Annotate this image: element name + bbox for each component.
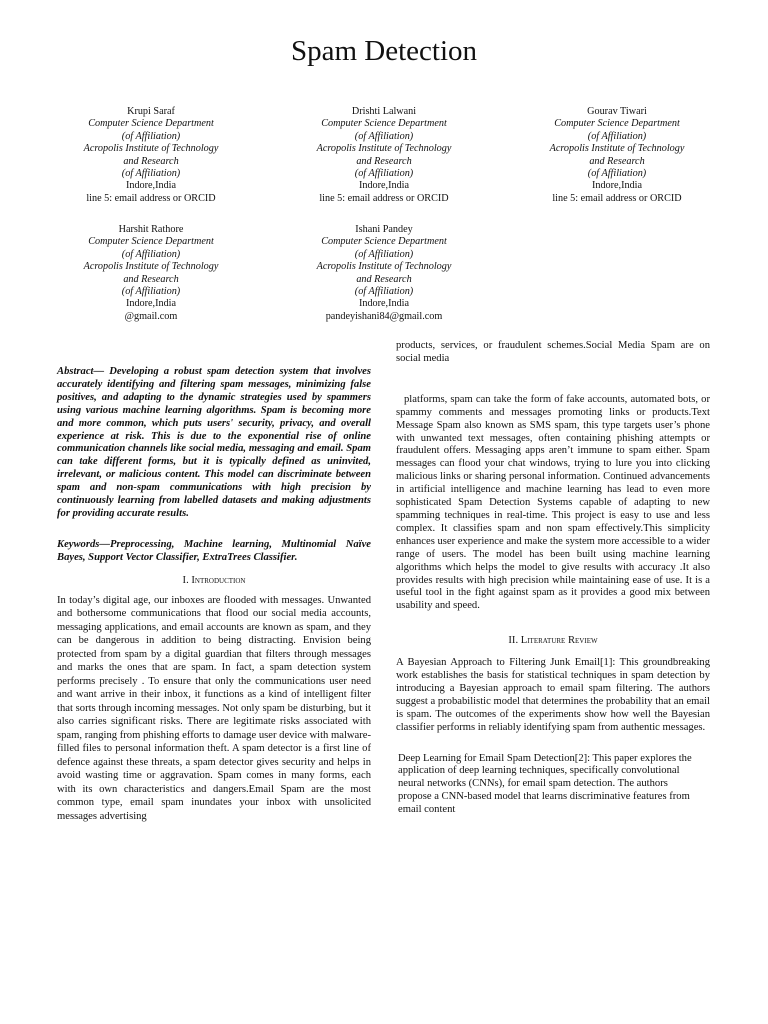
paper-title: Spam Detection xyxy=(290,35,478,67)
author-location: Indore,India xyxy=(125,298,177,310)
author-block xyxy=(36,224,266,323)
author-name: Harshit Rathore xyxy=(118,224,184,235)
author-affiliation: (of Affiliation) xyxy=(354,248,414,260)
author-institution: and Research xyxy=(589,155,645,167)
author-contact: @gmail.com xyxy=(124,310,178,322)
section-heading-literature-review: II. Literature Review xyxy=(508,635,598,647)
author-institution: and Research xyxy=(356,155,412,167)
author-dept: Computer Science Department xyxy=(321,236,447,248)
author-contact: line 5: email address or ORCID xyxy=(552,192,682,204)
author-affiliation: (of Affiliation) xyxy=(354,168,414,180)
author-affiliation: (of Affiliation) xyxy=(354,130,414,142)
author-institution: and Research xyxy=(123,155,179,167)
literature-paragraph-1: A Bayesian Approach to Filtering Junk Email[1]: This groundbreaking work establishes the basis for statistical techniques in spam detection by introducing a Bayesian approach to email spam filtering. The authors suggest a probabilistic model that determines the probability that an email is spam. The outcomes of the experiments show how well the Bayesian classifier performs in reliably identifying spam from authentic messages. xyxy=(396,657,710,733)
author-dept: Computer Science Department xyxy=(88,236,214,248)
author-name: Gourav Tiwari xyxy=(587,106,647,117)
author-block xyxy=(269,106,499,205)
author-name: Drishti Lalwani xyxy=(351,106,417,117)
section-heading-introduction: I. Introduction xyxy=(182,574,246,586)
author-institution: Acropolis Institute of Technology xyxy=(316,261,452,273)
right-column xyxy=(396,340,710,817)
author-contact: line 5: email address or ORCID xyxy=(86,192,216,204)
author-institution: Acropolis Institute of Technology xyxy=(83,261,219,273)
author-institution: Acropolis Institute of Technology xyxy=(83,143,219,155)
author-dept: Computer Science Department xyxy=(88,118,214,130)
author-dept: Computer Science Department xyxy=(554,118,680,130)
author-affiliation: (of Affiliation) xyxy=(121,168,181,180)
left-column xyxy=(57,366,371,823)
author-block xyxy=(269,224,499,323)
keywords: Keywords—Preprocessing, Machine learning, Multinomial Naïve Bayes, Support Vector Classifier, ExtraTrees Classifier. xyxy=(57,538,371,563)
author-institution: Acropolis Institute of Technology xyxy=(316,143,452,155)
author-contact: line 5: email address or ORCID xyxy=(319,192,449,204)
author-name: Krupi Saraf xyxy=(127,106,175,117)
author-location: Indore,India xyxy=(358,180,410,192)
author-dept: Computer Science Department xyxy=(321,118,447,130)
author-affiliation: (of Affiliation) xyxy=(121,130,181,142)
author-affiliation: (of Affiliation) xyxy=(121,286,181,298)
author-affiliation: (of Affiliation) xyxy=(587,130,647,142)
author-block xyxy=(36,106,266,205)
author-location: Indore,India xyxy=(358,298,410,310)
abstract: Abstract— Developing a robust spam detection system that involves accurately identifying and filtering spam messages, minimizing false positives, and adapting to the dynamic strategies used by spammers using various machine learning algorithms. Spam is becoming more and more common, which puts users' security, privacy, and overall experience at risk. This is due to the exponential rise of online communication channels like social media, messaging and email. Spam can take different forms, but it is typically defined as uninvited, irrelevant, or malicious content. This model can discriminate between spam and non-spam communications with high precision by continuously learning from labelled datasets and making adjustments for providing accurate results. xyxy=(57,366,371,519)
author-affiliation: (of Affiliation) xyxy=(121,248,181,260)
author-location: Indore,India xyxy=(591,180,643,192)
introduction-text: In today’s digital age, our inboxes are flooded with messages. Unwanted and bothersome communications that flood our social media accounts, messaging applications, and email accounts are known as spam, and they can be dangerous in addition to being distracting. Envision being protected from spam by a digital guardian that filters through messages and marks the ones that are spam. In fact, a spam detection system performs precisely . To ensure that only the communications user need and want arrive in their inbox, it functions as a kind of intelligent filter that sorts through incoming messages. Not only spam be disturbing, but it also carries significant risks. There are legitimate risks associated with spam, ranging from phishing efforts to damage user device with malware-filled files to personal information theft. A spam detector is a first line of defence against these threats, a spam detector gives security and helps in avoid wasting time or aggravation. Spam comes in many forms, each with its own characteristics and dangers.Email Spam are the most common type, email spam inundates your inbox with unsolicited messages advertising xyxy=(57,594,371,822)
author-affiliation: (of Affiliation) xyxy=(354,286,414,298)
literature-paragraph-2: Deep Learning for Email Spam Detection[2]: This paper explores the application of deep learning techniques, specifically convolutional neural networks (CNNs), for email spam detection. The authors propose a CNN-based model that learns discriminative features from email content xyxy=(398,752,692,816)
author-contact: pandeyishani84@gmail.com xyxy=(325,310,443,322)
author-location: Indore,India xyxy=(125,180,177,192)
spam-types-paragraph: platforms, spam can take the form of fake accounts, automated bots, or spammy comments and messages promoting links or products.Text Message Spam also known as SMS spam, this type targets user’s phone with unwanted text messages, often containing phishing attempts or fraudulent offers. Messaging apps aren’t immune to spam either. Spam messages can flood your chat windows, trying to lure you into clicking malicious links or sharing personal information. Continued advancements in artificial intelligence and machine learning has lead to even more sophisticated Spam Detection Systems capable of adapting to new spamming techniques in real-time. This project is easy to use and less complex. It classifies spam and non spam effectively.This simplicity enhances user experience and make the system more accessible to a wider range of users. The model has been built using machine learning algorithms which helps the model to give results with accuracy .It also provides results with high precision while maintaining ease of use. It is a useful tool in the fight against spam as it provides a good mix between usability and speed. xyxy=(396,393,710,612)
author-institution: Acropolis Institute of Technology xyxy=(549,143,685,155)
right-top-text: products, services, or fraudulent schemes.Social Media Spam are on social media xyxy=(396,340,710,364)
author-name: Ishani Pandey xyxy=(355,224,413,235)
author-block xyxy=(502,106,732,205)
author-institution: and Research xyxy=(356,273,412,285)
author-affiliation: (of Affiliation) xyxy=(587,168,647,180)
author-institution: and Research xyxy=(123,273,179,285)
